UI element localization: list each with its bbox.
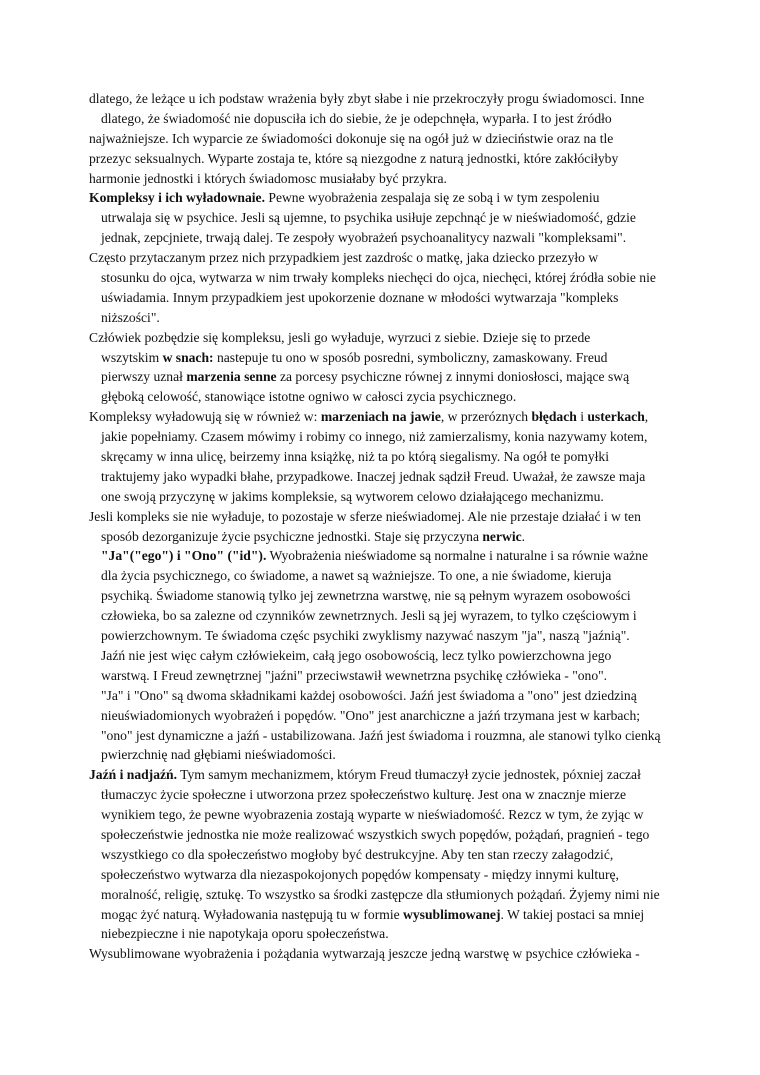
bold-term: błędach bbox=[531, 409, 577, 425]
paragraph-sublimation bbox=[89, 944, 679, 964]
bold-term: w snach: bbox=[162, 349, 214, 365]
text-line: Często przytaczanym przez nich przypadkiem jest zazdrośc o matkę, jaka dziecko przezyło w bbox=[89, 250, 599, 266]
bold-term: nerwic bbox=[482, 528, 522, 544]
text-line: jednak, zepcjniete, trwają dalej. Te zespoły wyobrażeń psychoanalitycy nazwali "kompleksami". bbox=[101, 230, 627, 246]
text-line: dlatego, że świadomość nie dopusciła ich do siebie, że je odepchnęła, wyparła. I to jest źródło bbox=[101, 110, 612, 126]
section-heading: Kompleksy i ich wyładownaie. bbox=[89, 190, 265, 206]
paragraph-superego bbox=[89, 765, 679, 944]
text-run: . W takiej postaci sa mniej bbox=[500, 906, 645, 922]
text-line: utrwalaja się w psychice. Jesli są ujemne, to psychika usiłuje zepchnąć je w nieświadomość, gdzie bbox=[101, 210, 636, 226]
bold-term: marzenia senne bbox=[186, 369, 277, 385]
text-line bbox=[89, 367, 679, 387]
paragraph-daydreams bbox=[89, 407, 679, 506]
text-line: Jaźń nie jest więc całym człówiekeim, całą jego osobowością, lecz tylko powierzchowna jego bbox=[101, 647, 612, 663]
text-run: Tym samym mechanizmem, którym Freud tłumaczył zycie jednostek, póxniej zaczał bbox=[177, 767, 641, 783]
text-line: Jesli kompleks sie nie wyładuje, to pozostaje w sferze nieświadomej. Ale nie przestaje działać i w ten bbox=[89, 508, 641, 524]
text-line: Człówiek pozbędzie się kompleksu, jesli go wyładuje, wyrzuci z siebie. Dzieje się to przede bbox=[89, 329, 591, 345]
text-line: Wysublimowane wyobrażenia i pożądania wytwarzają jeszcze jedną warstwę w psychice człówieka - bbox=[89, 946, 640, 962]
text-line: wynikiem tego, że pewne wyobrazenia zostają wyparte w nieświadomość. Rezcz w tym, że zyjąc w bbox=[101, 807, 644, 823]
text-line: "Ja" i "Ono" są dwoma składnikami każdej osobowości. Jaźń jest świadoma a "ono" jest dziedziną bbox=[101, 687, 637, 703]
section-heading: "Ja"("ego") i "Ono" ("id"). bbox=[101, 548, 267, 564]
text-line: głęboką celowość, stanowiące istotne ogniwo w całosci zycia psychicznego. bbox=[101, 389, 517, 405]
text-run: Kompleksy wyładowują się w również w: bbox=[89, 409, 321, 425]
text-line: niższości". bbox=[101, 309, 160, 325]
text-line: dla życia psychicznego, co świadome, a nawet są ważniejsze. To one, a nie świadome, kieruja bbox=[101, 568, 612, 584]
paragraph-dreams bbox=[89, 328, 679, 408]
text-line: traktujemy jako wypadki błahe, przypadkowe. Inaczej jednak sądził Freud. Uważał, że zawsze maja bbox=[101, 468, 646, 484]
text-run: Wyobrażenia nieświadome są normalne i naturalne i sa równie ważne bbox=[266, 548, 649, 564]
document-body bbox=[89, 89, 679, 964]
text-line: społeczeństwo wytwarza dla niezaspokojonych popędów kompensaty - między innymi kulturę, bbox=[101, 866, 619, 882]
text-line: dlatego, że leżące u ich podstaw wrażenia były zbyt słabe i nie przekroczyły progu świadomosci. Inne bbox=[89, 91, 645, 106]
text-line: harmonie jednostki i których świadomosc musiałaby być przykra. bbox=[89, 170, 447, 186]
text-line: społeczeństwie jednostka nie może realizować wszystkich swych popędów, pożądań, pragnień - tego bbox=[101, 826, 650, 842]
text-line: stosunku do ojca, wytwarza w nim trwały kompleks niechęci do ojca, niechęci, której źródła sobie nie bbox=[101, 270, 656, 286]
text-line: człowieka, bo sa zalezne od czynników zewnetrznych. Jesli są jej wyrazem, to tylko częściowym i bbox=[101, 608, 637, 624]
text-run: , bbox=[644, 409, 649, 425]
text-run: nastepuje tu ono w sposób posredni, symboliczny, zamaskowany. Freud bbox=[213, 349, 608, 365]
text-run: , w przeróznych bbox=[440, 409, 532, 425]
text-line: powierzchownym. Te świadoma częśc psychiki zwyklismy nazywać naszym "ja", naszą "jaźnią". bbox=[101, 628, 630, 644]
bold-term: marzeniach na jawie bbox=[320, 409, 441, 425]
paragraph-neuroses bbox=[89, 507, 679, 547]
text-run: sposób dezorganizuje życie psychiczne jednostki. Staje się przyczyna bbox=[101, 528, 483, 544]
text-line bbox=[89, 765, 679, 785]
paragraph-repression bbox=[89, 89, 679, 188]
text-line bbox=[89, 407, 679, 427]
text-line: pwierzchnię nad głębiami nieświadomości. bbox=[101, 747, 336, 763]
text-line: nieuświadomionych wyobrażeń i popędów. "Ono" jest anarchiczne a jaźń trzymana jest w karbach; bbox=[101, 707, 641, 723]
text-line: skręcamy w inna ulicę, beirzemy inna książkę, niż ta po którą siegalismy. Na ogół te pomyłki bbox=[101, 449, 609, 465]
text-line: jakie popełniamy. Czasem mówimy i robimy co innego, niż zamierzalismy, konia nazywamy kotem, bbox=[101, 429, 648, 445]
text-line bbox=[89, 348, 679, 368]
bold-term: wysublimowanej bbox=[403, 906, 501, 922]
text-line: psychiką. Świadome stanowią tylko jej zewnetrzna warstwę, nie są pełnym wyrazem osobowości bbox=[101, 588, 631, 604]
text-run: za porcesy psychiczne równej z innymi doniosłosci, mające swą bbox=[276, 369, 630, 385]
section-heading: Jaźń i nadjaźń. bbox=[89, 767, 177, 783]
text-run: i bbox=[576, 409, 588, 425]
text-run: . bbox=[521, 528, 526, 544]
text-line: wszystkiego co dla społeczeństwo mogłoby być destrukcyjne. Aby ten stan rzeczy załagodzić, bbox=[101, 846, 614, 862]
text-run: mogąc żyć naturą. Wyładowania następują tu w formie bbox=[101, 906, 404, 922]
bold-term: usterkach bbox=[587, 409, 645, 425]
text-line bbox=[89, 905, 679, 925]
text-line: one swoją przyczynę w jakims kompleksie, są wytworem celowo działającego mechanizmu. bbox=[101, 488, 604, 504]
text-line bbox=[89, 188, 679, 208]
text-line: warstwą. I Freud zewnętrznej "jaźni" przeciwstawił wewnetrzna psychikę człówieka - "ono". bbox=[101, 667, 608, 683]
paragraph-ego-id bbox=[89, 546, 679, 685]
text-line: moralność, religię, sztukę. To wszystko sa środki zastępcze dla stłumionych pożądań. Żyjemy nimi nie bbox=[101, 886, 660, 902]
text-line: najważniejsze. Ich wyparcie ze świadomości dokonuje się na ogół już w dzieciństwie oraz na tle bbox=[89, 130, 614, 146]
paragraph-complexes bbox=[89, 188, 679, 327]
text-line: uświadamia. Innym przypadkiem jest upokorzenie doznane w młodości wytwarzaja "kompleks bbox=[101, 289, 619, 305]
text-line: tłumaczyc życie społeczne i utworzona przez społeczeństwo kulturę. Jest ona w znacznje mierze bbox=[101, 787, 627, 803]
text-run: pierwszy uznał bbox=[101, 369, 187, 385]
text-line: przezyc seksualnych. Wyparte zostaja te, które są niezgodne z naturą jednostki, które zakłóciłyby bbox=[89, 150, 619, 166]
text-run: Pewne wyobrażenia zespalaja się ze sobą i w tym zespoleniu bbox=[264, 190, 600, 206]
text-line: niebezpieczne i nie napotykaja oporu społeczeństwa. bbox=[101, 926, 389, 942]
text-line: "ono" jest dynamiczne a jaźń - ustabilizowana. Jaźń jest świadoma i rouzmna, ale stanowi tylko cienką bbox=[101, 727, 661, 743]
paragraph-ja-ono bbox=[89, 686, 679, 766]
text-run: wszytskim bbox=[101, 349, 163, 365]
text-line bbox=[89, 546, 679, 566]
text-line bbox=[89, 527, 679, 547]
